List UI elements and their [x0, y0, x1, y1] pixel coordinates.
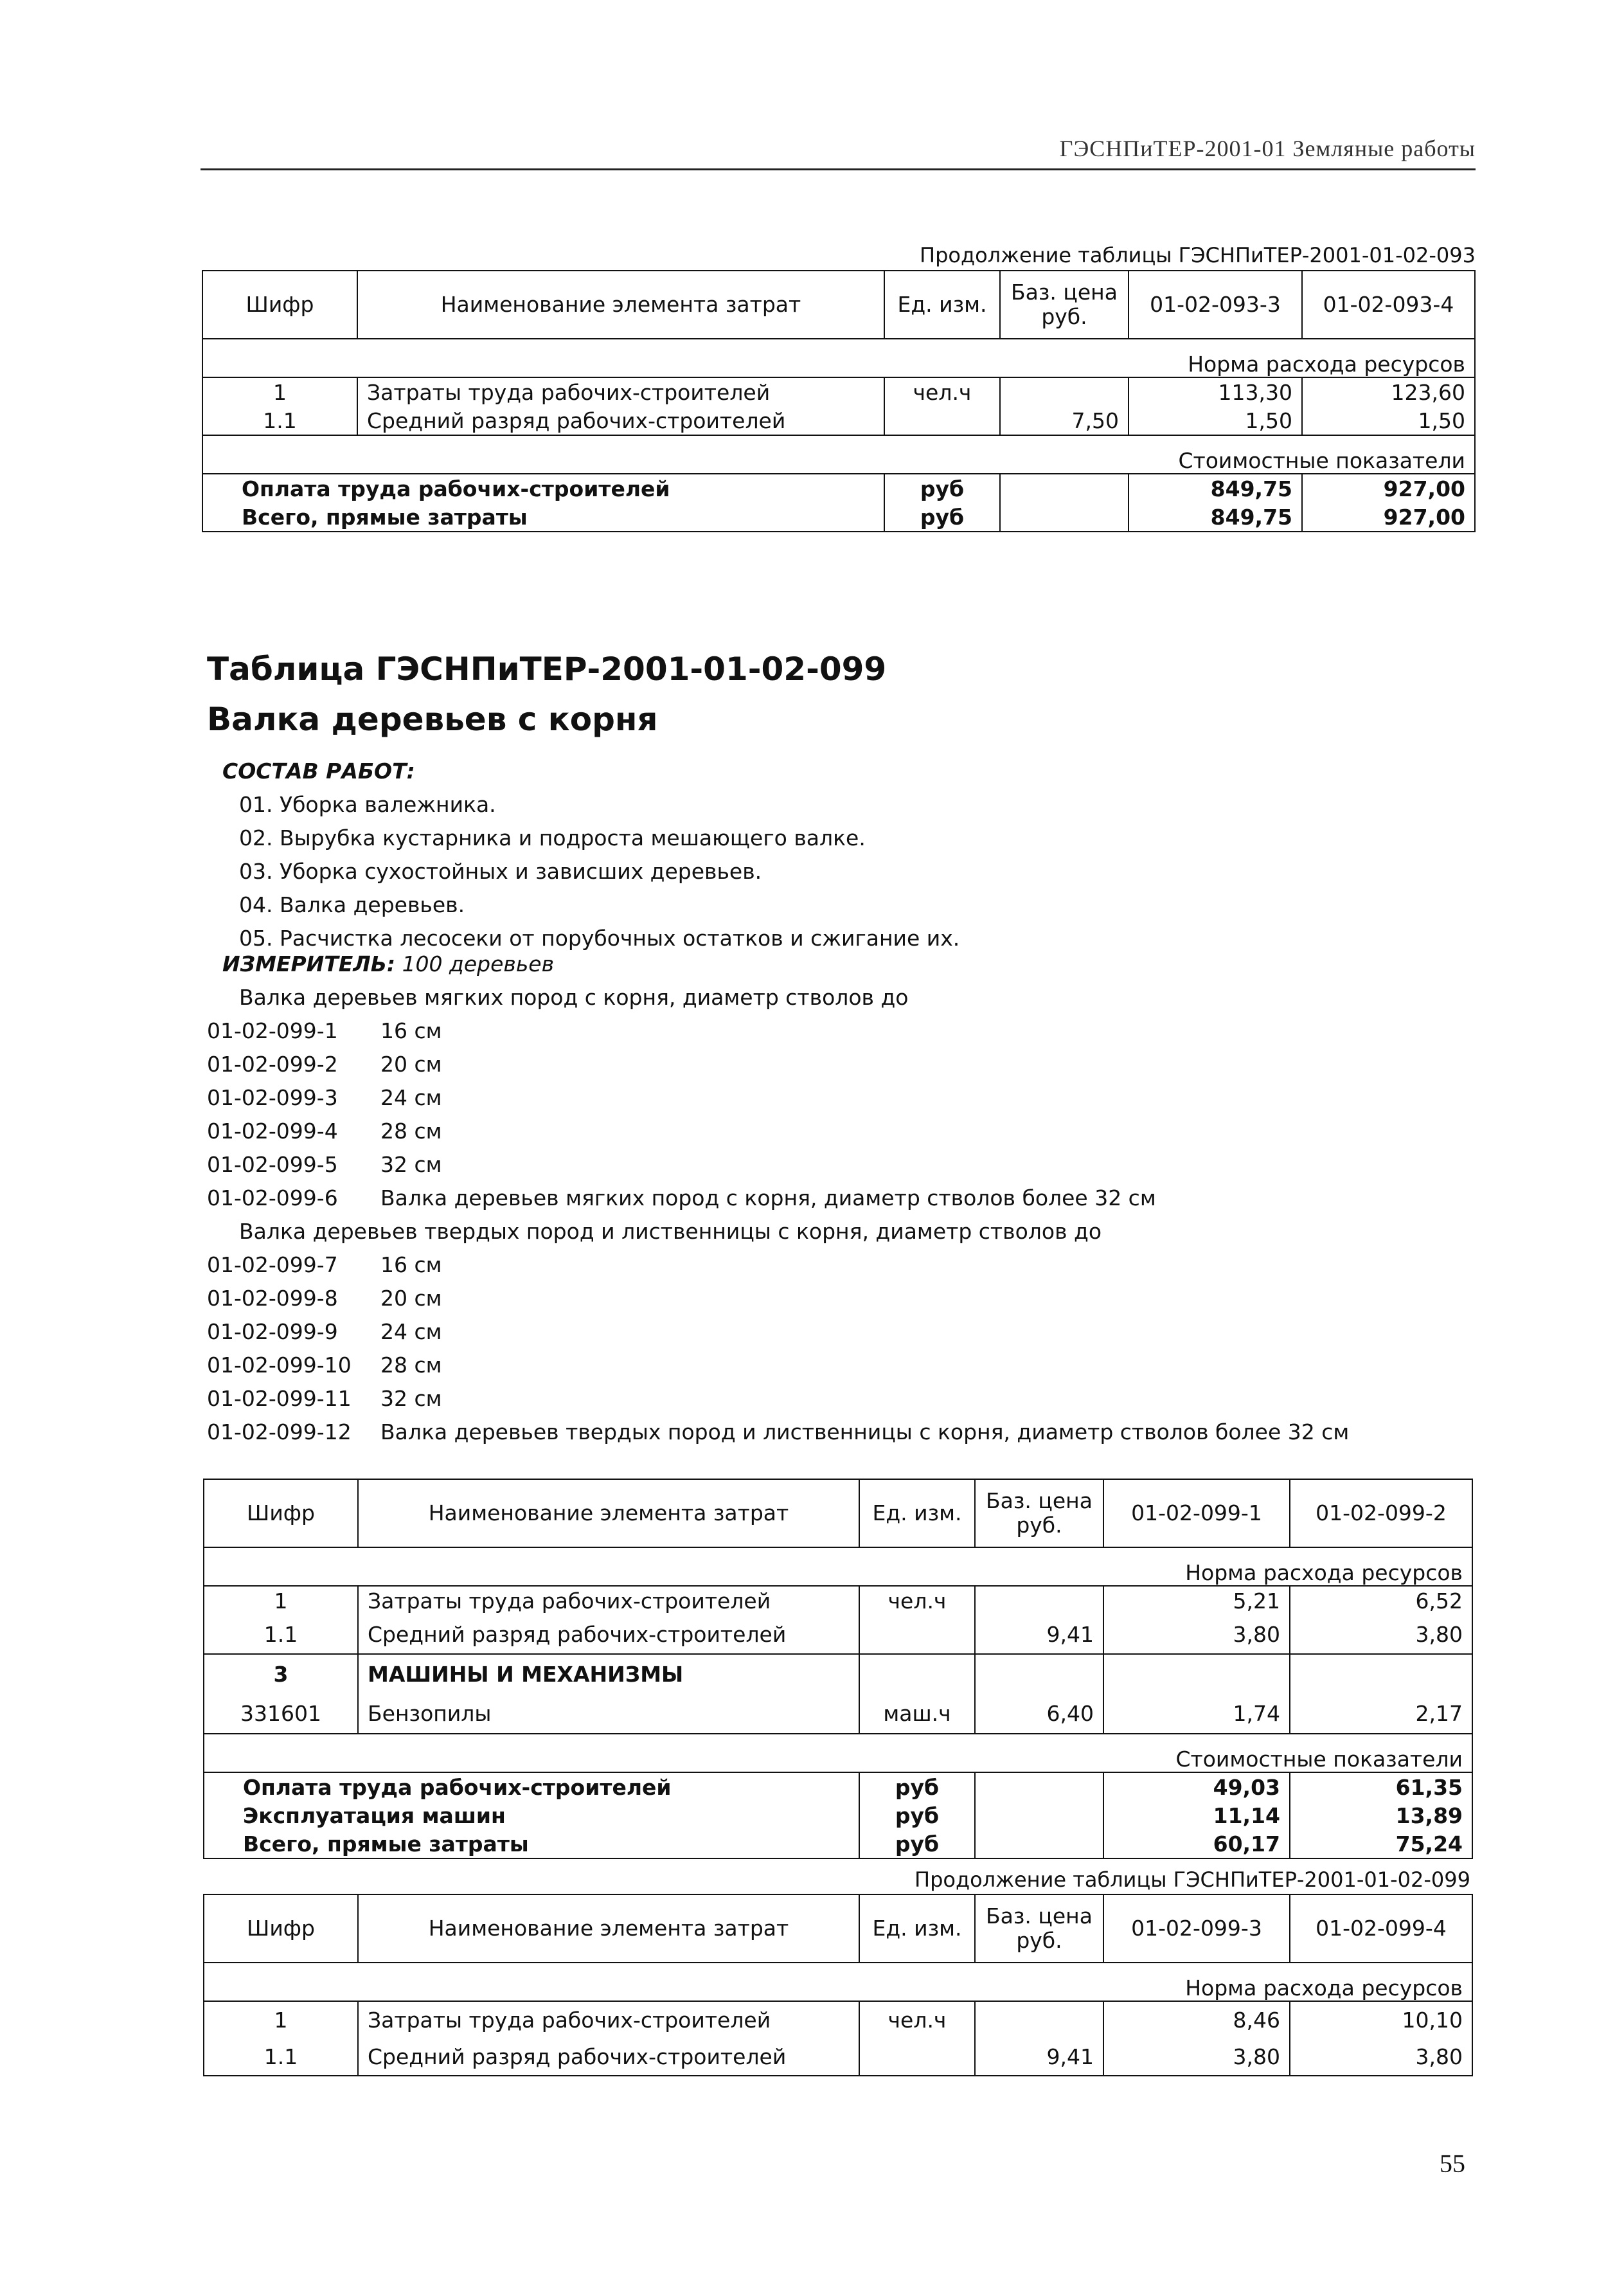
- col-price-header: Баз. цена руб.: [975, 1479, 1103, 1547]
- section-row: [204, 1547, 1472, 1586]
- code-id: 01-02-099-6: [207, 1185, 338, 1210]
- col-name-header: Наименование элемента затрат: [358, 1479, 859, 1547]
- row-name: Средний разряд рабочих-строителей: [358, 1615, 859, 1654]
- col-unit-header: Ед. изм.: [859, 1479, 975, 1547]
- row-name: Затраты труда рабочих-строителей: [358, 1586, 859, 1615]
- row-value-a: 113,30: [1129, 377, 1302, 406]
- empty-cell: [975, 1654, 1103, 1693]
- row-unit: [859, 2038, 975, 2076]
- code-id: 01-02-099-5: [207, 1152, 338, 1177]
- running-header: ГЭСНПиТЕР-2001-01 Земляные работы: [1059, 136, 1476, 161]
- section-norm-label: Норма расхода ресурсов: [202, 339, 1475, 377]
- row-value-a: 1,74: [1103, 1693, 1290, 1734]
- section-norm-label: Норма расхода ресурсов: [204, 1547, 1472, 1586]
- col-code-header: Шифр: [202, 271, 357, 339]
- row-value-b: 10,10: [1290, 2001, 1472, 2038]
- total-price: [1000, 474, 1129, 503]
- code-desc: 28 см: [380, 1119, 442, 1144]
- code-id: 01-02-099-4: [207, 1119, 338, 1144]
- row-code: 1.1: [204, 1615, 358, 1654]
- row-value-b: 123,60: [1302, 377, 1475, 406]
- code-row: [207, 1386, 442, 1411]
- code-desc: 32 см: [380, 1386, 442, 1411]
- code-row: [207, 1353, 442, 1378]
- total-value-b: 13,89: [1290, 1801, 1472, 1830]
- row-name: Затраты труда рабочих-строителей: [357, 377, 884, 406]
- row-unit: [884, 406, 1000, 435]
- table2-header-row: [204, 1479, 1472, 1547]
- section-cost-label: Стоимостные показатели: [202, 435, 1475, 474]
- code-row: [207, 1052, 442, 1077]
- code-row: [207, 1419, 1349, 1444]
- code-desc: 24 см: [380, 1085, 442, 1110]
- work-item: 04. Валка деревьев.: [239, 892, 465, 917]
- row-price: 6,40: [975, 1693, 1103, 1734]
- code-row: [207, 1319, 442, 1344]
- table-row: [204, 1693, 1472, 1734]
- code-id: 01-02-099-11: [207, 1386, 352, 1411]
- total-price: [1000, 503, 1129, 532]
- row-value-a: 8,46: [1103, 2001, 1290, 2038]
- code-desc: Валка деревьев твердых пород и лиственницы с корня, диаметр стволов более 32 см: [380, 1419, 1350, 1444]
- col-a-header: 01-02-099-1: [1103, 1479, 1290, 1547]
- row-unit: чел.ч: [859, 2001, 975, 2038]
- section-norm-label: Норма расхода ресурсов: [204, 1963, 1472, 2001]
- total-value-a: 60,17: [1103, 1830, 1290, 1858]
- total-label: Всего, прямые затраты: [204, 1830, 859, 1858]
- code-row: [207, 1152, 442, 1177]
- row-value-a: 5,21: [1103, 1586, 1290, 1615]
- col-a-header: 01-02-099-3: [1103, 1894, 1290, 1963]
- row-value-b: 3,80: [1290, 1615, 1472, 1654]
- total-price: [975, 1830, 1103, 1858]
- col-name-header: Наименование элемента затрат: [358, 1894, 859, 1963]
- table3-header-row: [204, 1894, 1472, 1963]
- total-value-b: 927,00: [1302, 474, 1475, 503]
- machines-heading-row: [204, 1654, 1472, 1693]
- total-label: Оплата труда рабочих-строителей: [202, 474, 884, 503]
- table-row: [202, 377, 1475, 406]
- col-code-header: Шифр: [204, 1894, 358, 1963]
- header-rule: [201, 168, 1476, 170]
- total-row: [204, 1801, 1472, 1830]
- total-value-a: 849,75: [1129, 503, 1302, 532]
- col-unit-header: Ед. изм.: [884, 271, 1000, 339]
- code-id: 01-02-099-3: [207, 1085, 338, 1110]
- total-value-b: 61,35: [1290, 1772, 1472, 1801]
- total-row: [202, 474, 1475, 503]
- col-b-header: 01-02-099-4: [1290, 1894, 1472, 1963]
- section-row: [202, 435, 1475, 474]
- total-value-a: 11,14: [1103, 1801, 1290, 1830]
- total-unit: руб: [859, 1830, 975, 1858]
- code-id: 01-02-099-8: [207, 1286, 338, 1311]
- code-desc: 16 см: [380, 1252, 442, 1277]
- empty-cell: [1290, 1654, 1472, 1693]
- table1-header-row: [202, 271, 1475, 339]
- code-row: [207, 1185, 1156, 1210]
- col-a-header: 01-02-093-3: [1129, 271, 1302, 339]
- code-id: 01-02-099-10: [207, 1353, 352, 1378]
- total-unit: руб: [859, 1801, 975, 1830]
- code-desc: 32 см: [380, 1152, 442, 1177]
- row-name: Затраты труда рабочих-строителей: [358, 2001, 859, 2038]
- row-price: 7,50: [1000, 406, 1129, 435]
- total-label: Всего, прямые затраты: [202, 503, 884, 532]
- group-heading: Валка деревьев твердых пород и лиственницы с корня, диаметр стволов до: [239, 1219, 1102, 1244]
- machines-code: 3: [204, 1654, 358, 1693]
- code-id: 01-02-099-9: [207, 1319, 338, 1344]
- page-subtitle: Валка деревьев с корня: [207, 701, 658, 738]
- col-price-header: Баз. цена руб.: [975, 1894, 1103, 1963]
- row-code: 1: [204, 1586, 358, 1615]
- total-unit: руб: [859, 1772, 975, 1801]
- code-id: 01-02-099-1: [207, 1018, 338, 1043]
- col-b-header: 01-02-099-2: [1290, 1479, 1472, 1547]
- section-cost-label: Стоимостные показатели: [204, 1734, 1472, 1772]
- code-desc: 16 см: [380, 1018, 442, 1043]
- section-row: [204, 1963, 1472, 2001]
- total-label: Эксплуатация машин: [204, 1801, 859, 1830]
- page-number: 55: [1440, 2149, 1465, 2178]
- row-code: 1: [204, 2001, 358, 2038]
- row-price: 9,41: [975, 2038, 1103, 2076]
- group-heading: Валка деревьев мягких пород с корня, диаметр стволов до: [239, 985, 909, 1010]
- total-value-b: 927,00: [1302, 503, 1475, 532]
- table-row: [204, 1586, 1472, 1615]
- table-row: [204, 1615, 1472, 1654]
- table-row: [204, 2001, 1472, 2038]
- row-unit: [859, 1615, 975, 1654]
- col-code-header: Шифр: [204, 1479, 358, 1547]
- row-code: 1: [202, 377, 357, 406]
- table-row: [202, 406, 1475, 435]
- machines-title: МАШИНЫ И МЕХАНИЗМЫ: [358, 1654, 859, 1693]
- col-price-header: Баз. цена руб.: [1000, 271, 1129, 339]
- measure-line: [222, 951, 554, 976]
- row-value-b: 2,17: [1290, 1693, 1472, 1734]
- code-desc: 20 см: [380, 1286, 442, 1311]
- table-row: [204, 2038, 1472, 2076]
- total-value-a: 49,03: [1103, 1772, 1290, 1801]
- empty-cell: [1103, 1654, 1290, 1693]
- work-item: 02. Вырубка кустарника и подроста мешающего валке.: [239, 825, 866, 850]
- row-unit: маш.ч: [859, 1693, 975, 1734]
- table1: [202, 270, 1476, 532]
- table2: [203, 1479, 1473, 1859]
- table3: [203, 1894, 1473, 2076]
- row-value-b: 3,80: [1290, 2038, 1472, 2076]
- row-value-b: 6,52: [1290, 1586, 1472, 1615]
- work-composition-heading: СОСТАВ РАБОТ:: [222, 759, 415, 784]
- table1-caption: Продолжение таблицы ГЭСНПиТЕР-2001-01-02-093: [920, 243, 1476, 267]
- work-item: 01. Уборка валежника.: [239, 792, 496, 817]
- row-code: 331601: [204, 1693, 358, 1734]
- empty-cell: [859, 1654, 975, 1693]
- code-row: [207, 1252, 442, 1277]
- code-desc: 28 см: [380, 1353, 442, 1378]
- work-item: 03. Уборка сухостойных и зависших деревьев.: [239, 859, 762, 884]
- row-price: [975, 1586, 1103, 1615]
- row-name: Средний разряд рабочих-строителей: [358, 2038, 859, 2076]
- total-row: [204, 1830, 1472, 1858]
- row-value-a: 3,80: [1103, 2038, 1290, 2076]
- total-price: [975, 1772, 1103, 1801]
- code-id: 01-02-099-2: [207, 1052, 338, 1077]
- row-price: [1000, 377, 1129, 406]
- code-id: 01-02-099-12: [207, 1419, 352, 1444]
- row-value-a: 1,50: [1129, 406, 1302, 435]
- code-row: [207, 1119, 442, 1144]
- section-row: [204, 1734, 1472, 1772]
- row-unit: чел.ч: [884, 377, 1000, 406]
- measure-label: ИЗМЕРИТЕЛЬ:: [222, 951, 396, 976]
- row-code: 1.1: [204, 2038, 358, 2076]
- code-row: [207, 1018, 442, 1043]
- total-label: Оплата труда рабочих-строителей: [204, 1772, 859, 1801]
- work-item: 05. Расчистка лесосеки от порубочных остатков и сжигание их.: [239, 926, 960, 951]
- col-name-header: Наименование элемента затрат: [357, 271, 884, 339]
- table3-caption: Продолжение таблицы ГЭСНПиТЕР-2001-01-02-099: [915, 1867, 1470, 1892]
- row-price: 9,41: [975, 1615, 1103, 1654]
- row-price: [975, 2001, 1103, 2038]
- col-b-header: 01-02-093-4: [1302, 271, 1475, 339]
- code-row: [207, 1085, 442, 1110]
- code-row: [207, 1286, 442, 1311]
- row-value-a: 3,80: [1103, 1615, 1290, 1654]
- code-id: 01-02-099-7: [207, 1252, 338, 1277]
- row-name: Средний разряд рабочих-строителей: [357, 406, 884, 435]
- row-code: 1.1: [202, 406, 357, 435]
- total-value-a: 849,75: [1129, 474, 1302, 503]
- col-unit-header: Ед. изм.: [859, 1894, 975, 1963]
- total-unit: руб: [884, 503, 1000, 532]
- row-name: Бензопилы: [358, 1693, 859, 1734]
- code-desc: 24 см: [380, 1319, 442, 1344]
- section-row: [202, 339, 1475, 377]
- page-title: Таблица ГЭСНПиТЕР-2001-01-02-099: [207, 651, 887, 688]
- total-value-b: 75,24: [1290, 1830, 1472, 1858]
- row-value-b: 1,50: [1302, 406, 1475, 435]
- total-row: [204, 1772, 1472, 1801]
- measure-value: 100 деревьев: [402, 951, 555, 976]
- total-price: [975, 1801, 1103, 1830]
- total-unit: руб: [884, 474, 1000, 503]
- code-desc: Валка деревьев мягких пород с корня, диаметр стволов более 32 см: [380, 1185, 1156, 1210]
- total-row: [202, 503, 1475, 532]
- row-unit: чел.ч: [859, 1586, 975, 1615]
- code-desc: 20 см: [380, 1052, 442, 1077]
